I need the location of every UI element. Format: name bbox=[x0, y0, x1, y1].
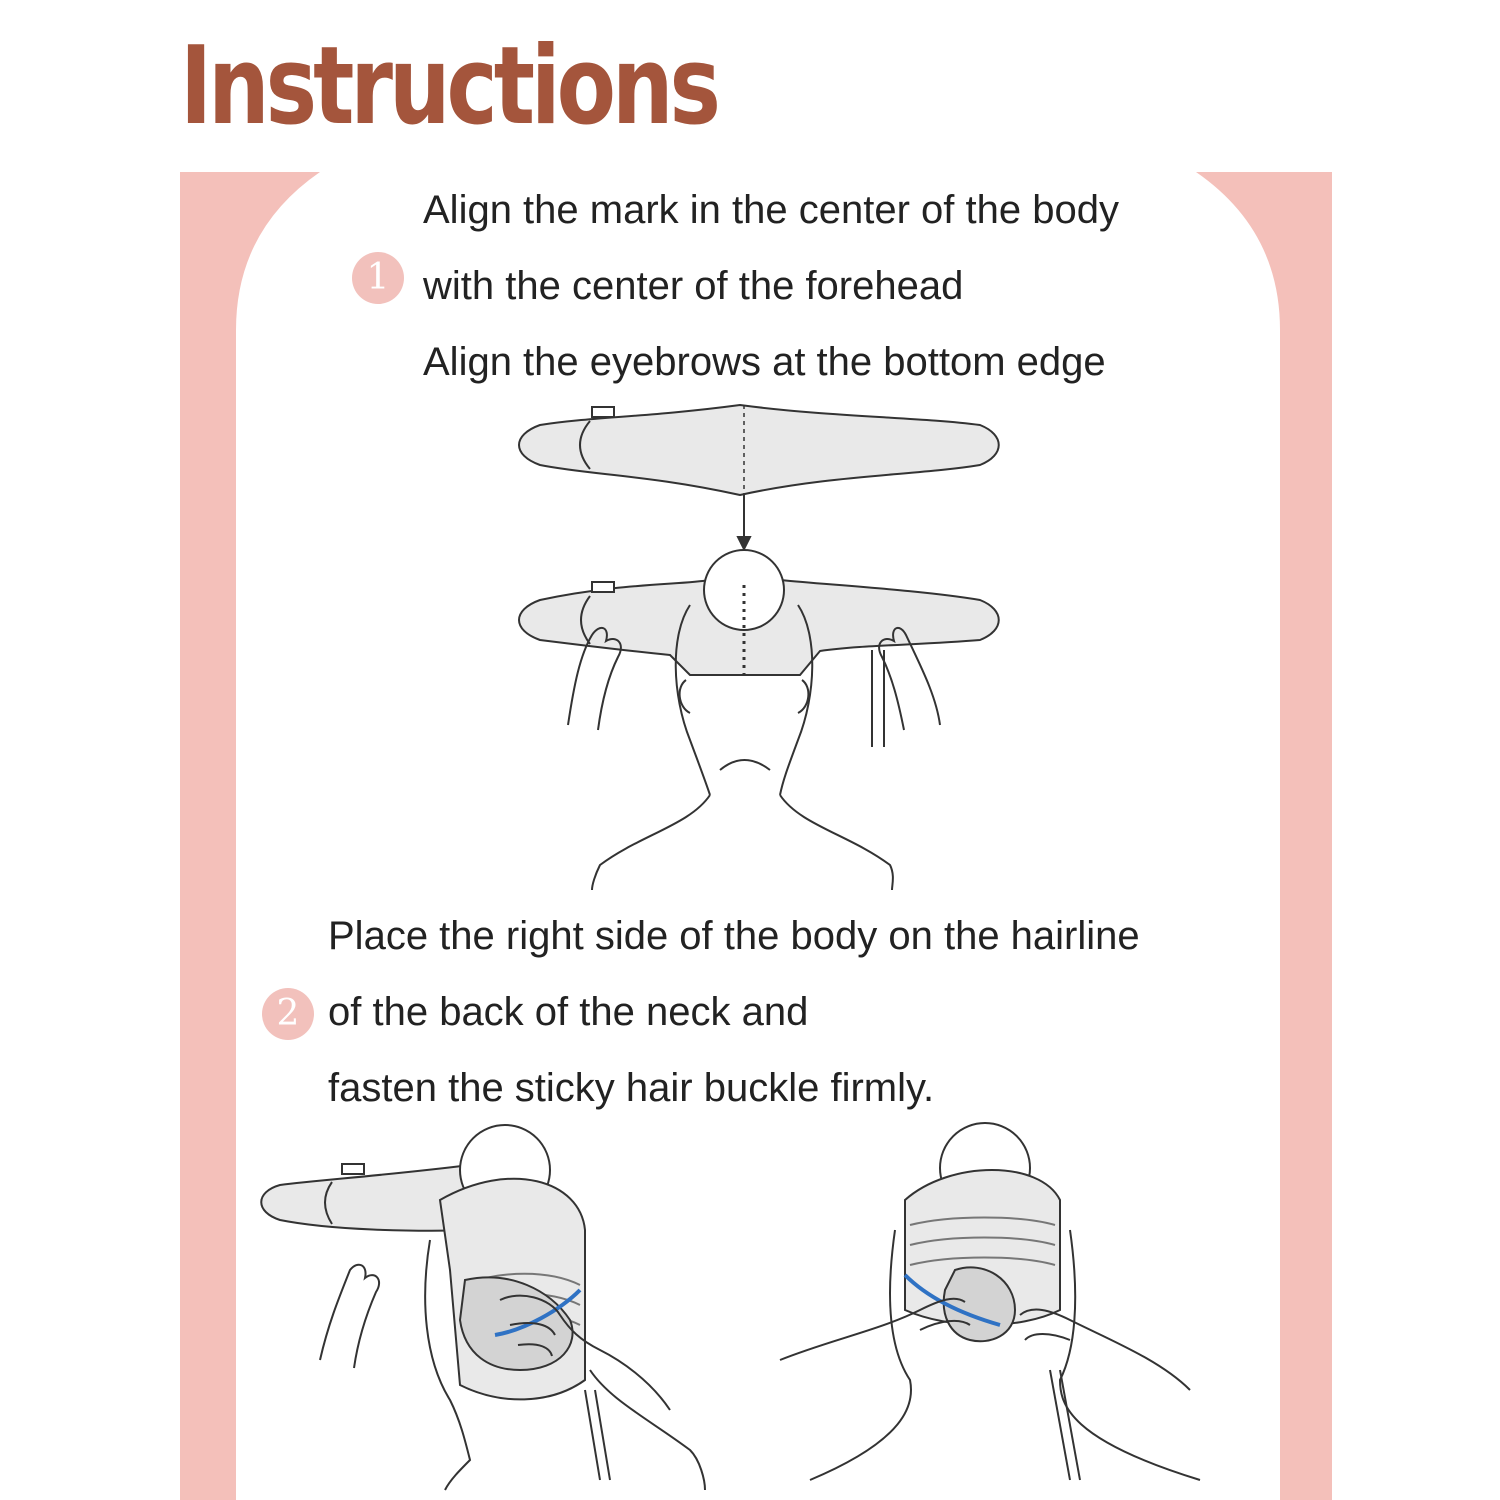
step-1-line-1: Align the mark in the center of the body bbox=[423, 188, 1119, 232]
step-1-illustration bbox=[500, 395, 1020, 895]
step-2-line-3: fasten the sticky hair buckle firmly. bbox=[328, 1066, 935, 1110]
flat-band bbox=[519, 405, 999, 495]
step-2-illustration-right bbox=[770, 1120, 1220, 1495]
step-2-illustration-left bbox=[250, 1120, 720, 1495]
step-1-line-2: with the center of the forehead bbox=[423, 264, 964, 308]
step-2-badge: 2 bbox=[262, 988, 314, 1040]
step-1-line-3: Align the eyebrows at the bottom edge bbox=[423, 340, 1106, 384]
step-1-badge: 1 bbox=[352, 252, 404, 304]
step-2-line-1: Place the right side of the body on the hairline bbox=[328, 914, 1140, 958]
right-hand bbox=[1020, 1310, 1190, 1390]
step-2-line-2: of the back of the neck and bbox=[328, 990, 809, 1034]
page-title: Instructions bbox=[180, 24, 717, 149]
left-hand bbox=[320, 1265, 379, 1368]
